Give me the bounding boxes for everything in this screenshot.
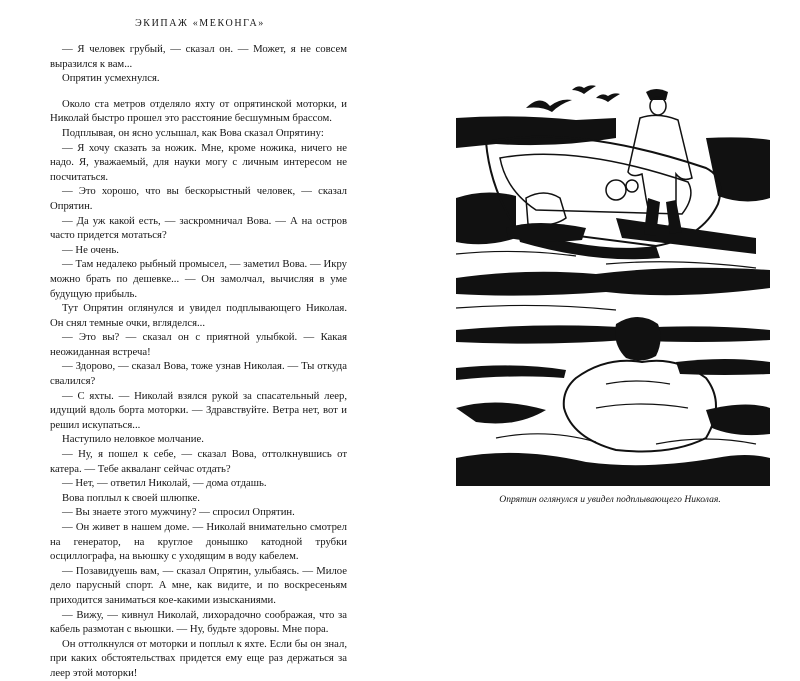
paragraph: — Это хорошо, что вы бескорыстный человек, — сказал Опрятин. xyxy=(50,185,347,212)
paragraph: — Да уж какой есть, — заскромничал Вова. — А на остров часто придется мотаться? xyxy=(50,214,347,242)
left-page xyxy=(0,0,400,679)
standing-man xyxy=(628,115,692,228)
sea-background xyxy=(706,137,770,201)
paragraph: Наступило неловкое молчание. xyxy=(62,433,204,446)
paragraph: — Вы знаете этого мужчину? — спросил Опрятин. xyxy=(62,506,295,519)
standing-man xyxy=(646,89,668,100)
paragraph: — Не очень. xyxy=(62,243,119,256)
sea-background xyxy=(456,365,566,380)
paragraph: Около ста метров отделяло яхту от опрятинской моторки, и Николай быстро прошел это расстояние бесшумным брассом. xyxy=(50,97,347,125)
paragraph: — Там недалеко рыбный промысел, — заметил Вова. — Икру можно брать по дешевке... — Он замолчал, вычисляя в уме будущую прибыль. xyxy=(50,258,347,300)
paragraph: — Это вы? — сказал он с приятной улыбкой. — Какая неожиданная встреча! xyxy=(50,331,347,358)
water-strokes xyxy=(496,434,756,444)
illustration xyxy=(456,78,770,486)
vova xyxy=(526,193,566,225)
paragraph: — Я человек грубый, — сказал он. — Может, я не совсем выразился к вам... xyxy=(50,43,347,70)
water-strokes xyxy=(456,402,546,423)
paragraph: — Ну, я пошел к себе, — сказал Вова, оттолкнувшись от катера. — Тебе акваланг сейчас отдать? xyxy=(50,448,347,475)
paragraph: Он оттолкнулся от моторки и поплыл к яхте. Если бы он знал, при каких обстоятельствах придется ему еще раз держаться за леер этой моторки! xyxy=(50,637,347,679)
sea-background xyxy=(456,116,616,148)
paragraph: Вова поплыл к своей шлюпке. xyxy=(62,491,200,504)
seagull xyxy=(596,93,620,102)
paragraph: Тут Опрятин оглянулся и увидел подплывающего Николая. Он снял темные очки, вгляделся... xyxy=(50,302,347,329)
paragraph: Опрятин усмехнулся. xyxy=(62,72,160,85)
sea-background xyxy=(456,268,770,296)
running-head: ЭКИПАЖ «МЕКОНГА» xyxy=(135,18,265,29)
water-strokes xyxy=(456,453,770,486)
paragraph: — Он живет в нашем доме. — Николай внимательно смотрел на генератор, на круглое донышко катодной трубки осциллографа, на вьюшку с уходящим в воду кабелем. xyxy=(50,521,347,563)
seagull xyxy=(526,100,572,112)
motorboat xyxy=(500,154,691,214)
vova xyxy=(506,223,586,242)
water-strokes xyxy=(706,404,770,435)
equipment xyxy=(626,180,638,192)
illustration-caption: Опрятин оглянулся и увидел подплывающего Николая. xyxy=(499,494,721,505)
sea-background xyxy=(456,192,516,244)
paragraph: — Позавидуешь вам, — сказал Опрятин, улыбаясь. — Милое дело парусный спорт. А мне, как видите, и по воскресеньям приходится заниматься кое-какими изысканиями. xyxy=(50,564,347,606)
body-text xyxy=(50,42,347,681)
paragraph: — С яхты. — Николай взялся рукой за спасательный леер, идущий вдоль борта моторки. — Здравствуйте. Ветра нет, вот и решил искупаться... xyxy=(50,389,347,431)
paragraph: — Вижу, — кивнул Николай, лихорадочно соображая, что за кабель размотан с вьюшки. — Ну, будьте здоровы. Мне пора. xyxy=(50,608,347,636)
paragraph: Подплывая, он ясно услышал, как Вова сказал Опрятину: xyxy=(62,126,324,139)
equipment xyxy=(606,180,626,200)
paragraph: — Я хочу сказать за ножик. Мне, кроме ножика, ничего не надо. Я, уважаемый, для науки могу с личным интересом не посчитаться. xyxy=(50,141,347,183)
sea-background xyxy=(676,359,770,375)
sea-background xyxy=(456,325,770,343)
paragraph: — Нет, — ответил Николай, — дома отдашь. xyxy=(62,477,267,490)
swimmer xyxy=(615,317,660,361)
seagull xyxy=(572,85,596,94)
paragraph: — Здорово, — сказал Вова, тоже узнав Николая. — Ты откуда свалился? xyxy=(50,360,347,388)
swimmer xyxy=(596,381,688,408)
